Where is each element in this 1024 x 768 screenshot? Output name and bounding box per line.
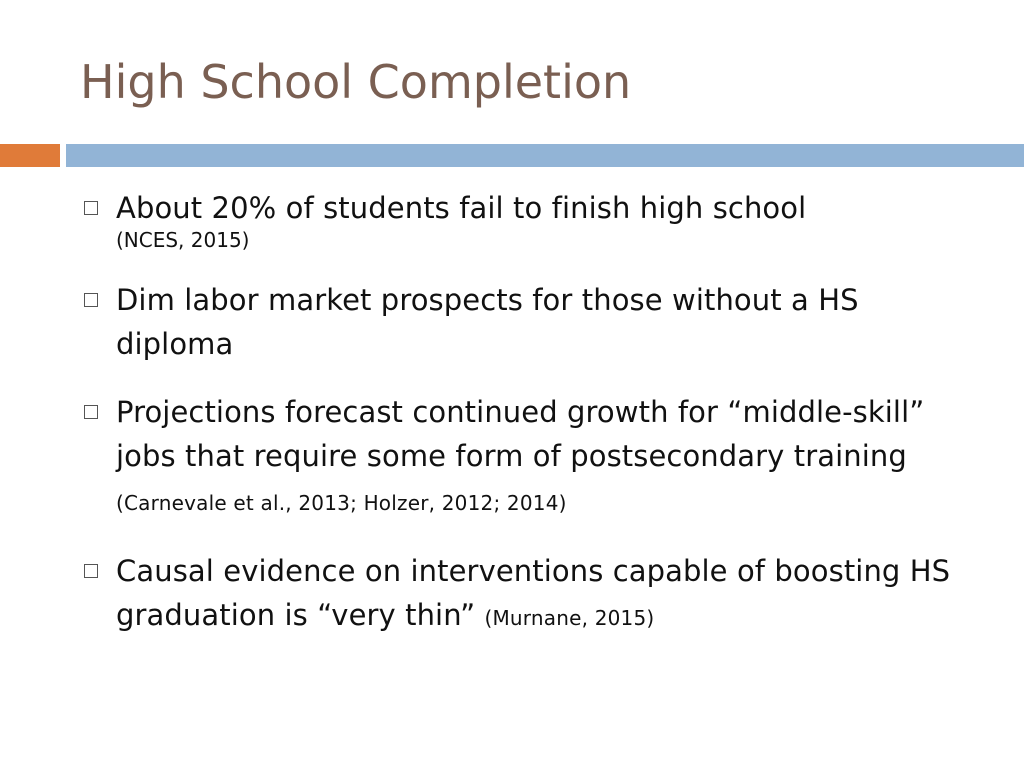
bullet-item	[80, 186, 980, 254]
bullet-text: Causal evidence on interventions capable of boosting HS graduation is “very thin”	[116, 554, 951, 632]
bullet-text: Projections forecast continued growth for “middle-skill” jobs that require some form of postsecondary training	[116, 395, 925, 473]
square-bullet-icon	[84, 293, 98, 307]
bullet-text: Dim labor market prospects for those without a HS diploma	[116, 283, 859, 361]
bullet-citation: (Carnevale et al., 2013; Holzer, 2012; 2014)	[116, 491, 567, 515]
bullet-item	[80, 549, 980, 640]
accent-bar-orange	[0, 144, 60, 167]
square-bullet-icon	[84, 201, 98, 215]
slide-title: High School Completion	[80, 55, 632, 109]
bullet-item	[80, 278, 980, 366]
square-bullet-icon	[84, 564, 98, 578]
bullet-list	[80, 186, 980, 640]
accent-bar-blue	[66, 144, 1024, 167]
bullet-citation: (Murnane, 2015)	[484, 606, 655, 630]
square-bullet-icon	[84, 405, 98, 419]
bullet-text: About 20% of students fail to finish high school	[116, 191, 807, 225]
bullet-item	[80, 390, 980, 525]
bullet-citation: (NCES, 2015)	[116, 228, 250, 252]
